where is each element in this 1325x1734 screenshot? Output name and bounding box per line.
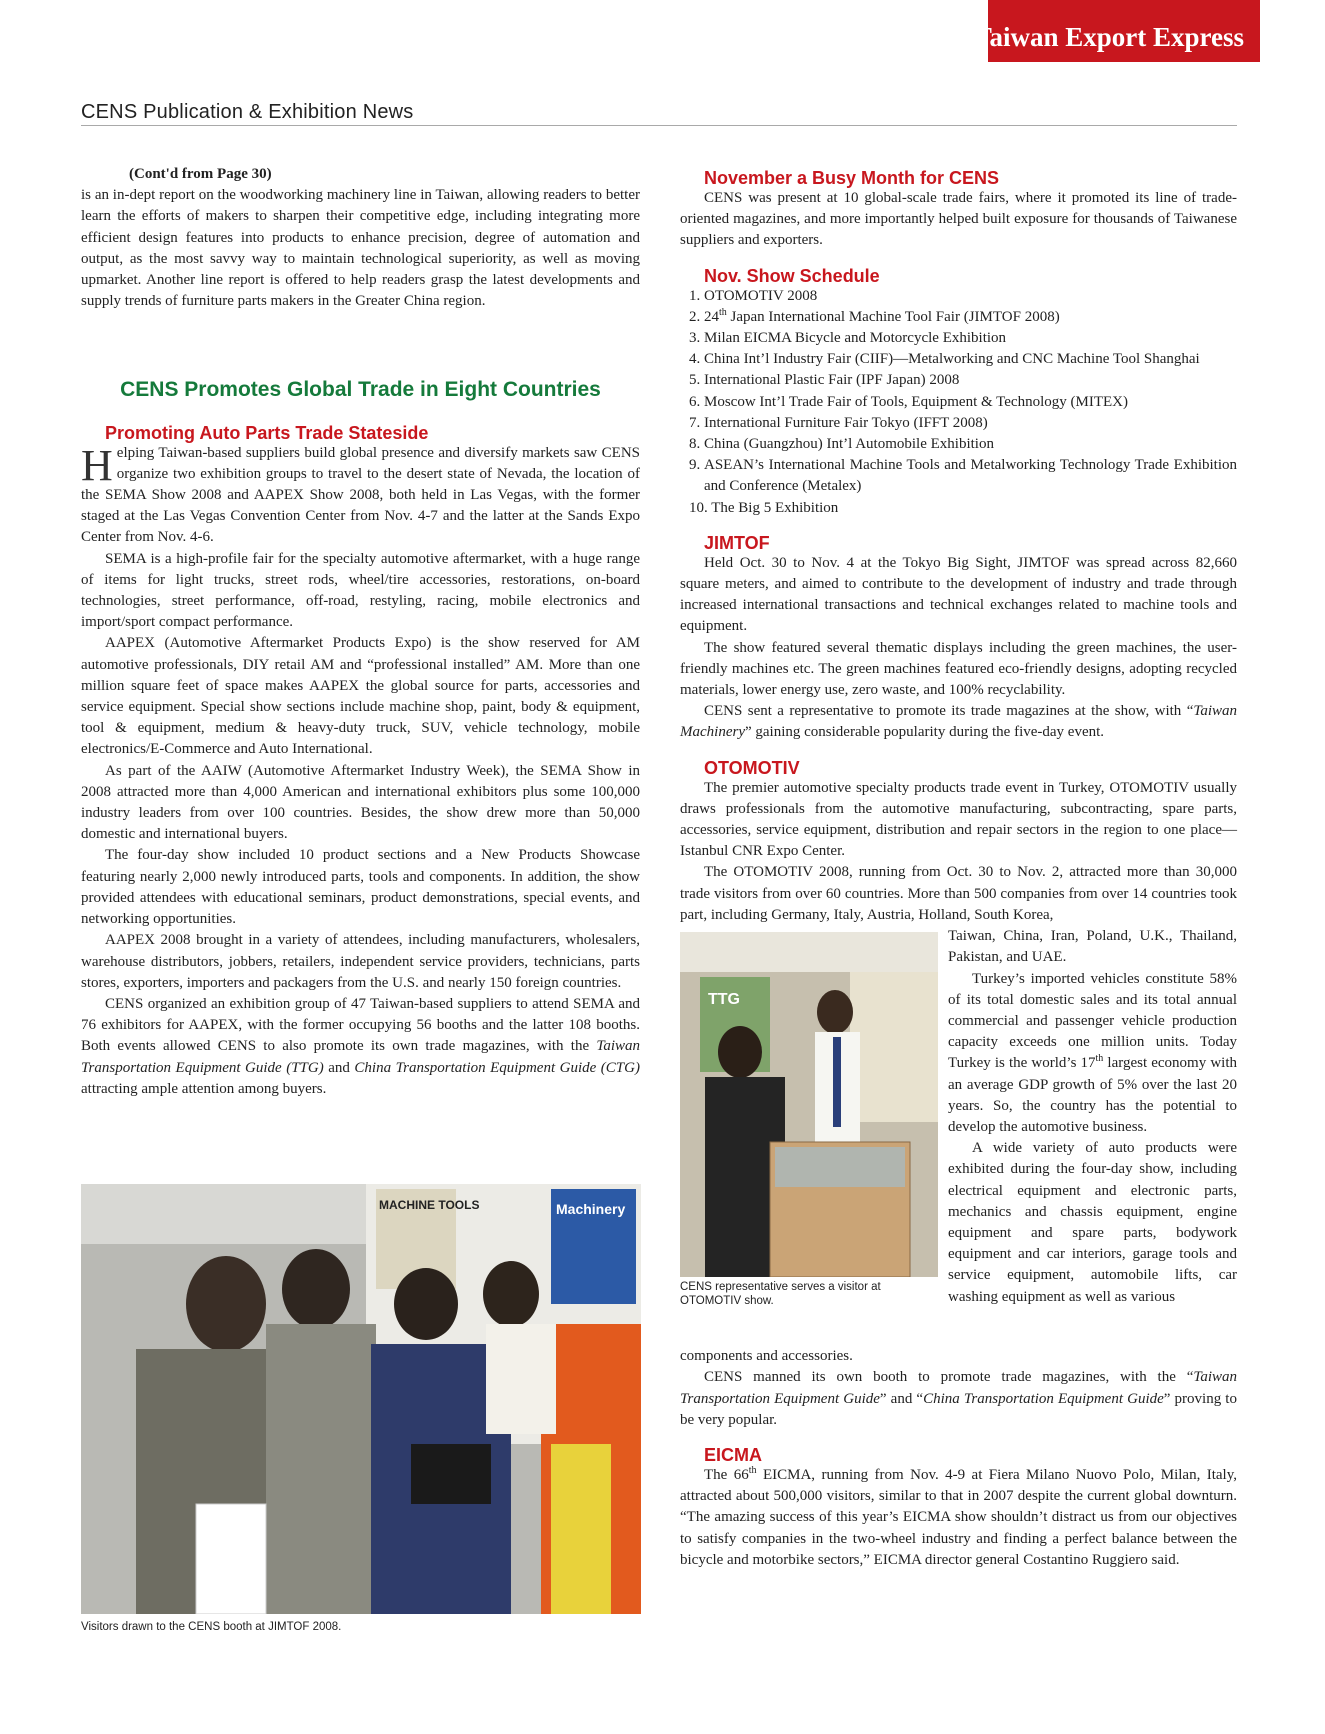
schedule-item: 9. ASEAN’s International Machine Tools and Metalworking Technology Trade Exhibition and Conference (Metalex) (689, 457, 1237, 495)
heading-schedule: Nov. Show Schedule (704, 265, 880, 286)
heading-eicma: EICMA (704, 1444, 762, 1465)
sign-ttg: TTG (708, 991, 740, 1009)
otomotiv-booth-photo (680, 932, 938, 1277)
schedule-item: 7. International Furniture Fair Tokyo (IFFT 2008) (689, 414, 988, 431)
otomotiv-paragraph-4: A wide variety of auto products were exhibited during the four-day show, including electrical equipment and electronic parts, mechanics and chassis equipment, engine equipment and spare parts, bodywork equipment and car interiors, garage tools and service equipment, automobile lifts, car washing equipment as well as various (948, 1140, 1237, 1305)
left-column (81, 164, 640, 1100)
schedule-item: 8. China (Guangzhou) Int’l Automobile Exhibition (689, 436, 994, 453)
otomotiv-paragraph-5: CENS manned its own booth to promote trade magazines, with the “Taiwan Transportation Equipment Guide” and “China Transportation Equipment Guide” proving to be very popular. (680, 1369, 1237, 1428)
header-rule (81, 125, 1237, 126)
paragraph-1: Helping Taiwan-based suppliers build global presence and diversify markets saw CENS organize two exhibition groups to travel to the desert state of Nevada, the location of the SEMA Show 2008 and AAPEX Show 2008, both held in Las Vegas, with the former staged at the Las Vegas Convention Center from Nov. 4-7 and the latter at the Sands Expo Center from Nov. 4-6. (81, 440, 640, 546)
jimtof-photo-illustration (81, 1184, 641, 1614)
eicma-paragraph: The 66th EICMA, running from Nov. 4-9 at Fiera Milano Nuovo Polo, Milan, Italy, attracted about 500,000 visitors, similar to that in 2007 despite the current global downturn. “The amazing success of this year’s EICMA show shouldn’t distract us from our objectives to satisfy companies in the two-wheel industry and finding a perfect balance between the bicycle and motorbike sectors,” EICMA director general Costantino Ruggiero said. (680, 1464, 1237, 1568)
brand-title: Taiwan Export Express (973, 22, 1244, 52)
schedule-item: 2. 24th Japan International Machine Tool Fair (JIMTOF 2008) (689, 306, 1060, 325)
otomotiv-wrap-block (680, 926, 1237, 1346)
intro-paragraph: is an in-dept report on the woodworking machinery line in Taiwan, allowing readers to better learn the efforts of makers to sharpen their competitive edge, including integrating more efficient design features into products to enhance precision, degree of automation and output, as the most savvy way to maintain technological superiority, as well as moving upmarket. Another line report is offered to help readers grasp the latest developments and supply trends of furniture parts makers in the Greater China region. (81, 187, 640, 310)
schedule-item: 3. Milan EICMA Bicycle and Motorcycle Exhibition (689, 330, 1007, 347)
otomotiv-photo-block (680, 926, 938, 1346)
jimtof-photo-caption: Visitors drawn to the CENS booth at JIMTOF 2008. (81, 1621, 342, 1633)
otomotiv-paragraph-2-wrap: Taiwan, China, Iran, Poland, U.K., Thailand, Pakistan, and UAE. (948, 928, 1237, 966)
otomotiv-paragraph-1: The premier automotive specialty products trade event in Turkey, OTOMOTIV usually draws professionals from the automotive manufacturing, subcontracting, spare parts, accessories, service equipment, distribution and repair sectors in the region to one place—Istanbul CNR Expo Center. (680, 779, 1237, 860)
show-schedule-list (680, 286, 1237, 519)
schedule-item: 5. International Plastic Fair (IPF Japan) 2008 (689, 372, 960, 389)
section-title: CENS Publication & Exhibition News (81, 101, 414, 123)
otomotiv-photo-illustration (680, 932, 938, 1277)
paragraph-2: SEMA is a high-profile fair for the specialty automotive aftermarket, with a huge range of items for light trucks, street rods, wheel/tire accessories, restorations, on-board technologies, street performance, off-road, restyling, racing, mobile electronics and import/sport compact performance. (81, 550, 640, 631)
heading-november: November a Busy Month for CENS (704, 168, 1000, 188)
otomotiv-photo-caption: CENS representative serves a visitor at OTOMOTIV show. (680, 1281, 881, 1308)
schedule-item: 4. China Int’l Industry Fair (CIIF)—Metalworking and CNC Machine Tool Shanghai (689, 351, 1200, 368)
paragraph-4: As part of the AAIW (Automotive Aftermarket Industry Week), the SEMA Show in 2008 attracted more than 4,000 American and international exhibitors plus some 100,000 industry leaders from over 100 countries. Besides, the show drew more than 50,000 domestic and international buyers. (81, 762, 640, 843)
jimtof-booth-photo (81, 1184, 641, 1614)
continued-note: (Cont'd from Page 30) (129, 166, 272, 182)
otomotiv-paragraph-3: Turkey’s imported vehicles constitute 58% of its total domestic sales and its total annual commercial and passenger vehicle production capacity exceeds one million units. Today Turkey is the world’s 17th largest economy with an average GDP growth of 5% over the last 20 years. So, the country has the potential to develop the automotive business. (948, 970, 1237, 1135)
heading-otomotiv: OTOMOTIV (704, 757, 800, 778)
drop-cap: H (81, 440, 113, 490)
paragraph-5: The four-day show included 10 product sections and a New Products Showcase featuring nearly 2,000 newly introduced parts, tools and components. In addition, the show provided attendees with educational seminars, product demonstrations, special events, and networking opportunities. (81, 847, 640, 928)
brand-banner (973, 0, 1260, 62)
november-paragraph: CENS was present at 10 global-scale trade fairs, where it promoted its line of trade-oriented magazines, and more importantly helped built exposure for thousands of Taiwanese suppliers and exporters. (680, 190, 1237, 249)
schedule-item: 10. The Big 5 Exhibition (689, 499, 839, 516)
sign-machine-tools: MACHINE TOOLS (379, 1198, 480, 1212)
schedule-item: 1. OTOMOTIV 2008 (689, 287, 818, 304)
jimtof-paragraph-2: The show featured several thematic displays including the green machines, the user-friendly machines etc. The green machines featured eco-friendly designs, adopting recycled materials, lower energy use, zero waste, and 100% recyclability. (680, 639, 1237, 699)
main-heading: CENS Promotes Global Trade in Eight Countries (120, 378, 601, 402)
paragraph-3: AAPEX (Automotive Aftermarket Products Expo) is the show reserved for AM automotive professionals, DIY retail AM and “professional installed” AM. More than one million square feet of space makes AAPEX the global source for parts, accessories and service equipment. Special show sections include machine shop, paint, body & equipment, tool & equipment, medium & heavy-duty truck, SUV, vehicle technology, mobile electronics/E-Commerce and Auto International. (81, 635, 640, 758)
heading-jimtof: JIMTOF (704, 532, 770, 553)
jimtof-paragraph-1: Held Oct. 30 to Nov. 4 at the Tokyo Big Sight, JIMTOF was spread across 82,660 square meters, and aimed to contribute to the development of industry and trade through increased international transactions and technical exchanges related to machine tools and equipment. (680, 554, 1237, 635)
sign-machinery: Machinery (556, 1201, 626, 1217)
right-column (680, 168, 1237, 1571)
otomotiv-paragraph-4-end: components and accessories. (680, 1348, 853, 1365)
schedule-item: 6. Moscow Int’l Trade Fair of Tools, Equipment & Technology (MITEX) (689, 393, 1128, 410)
otomotiv-paragraph-2: The OTOMOTIV 2008, running from Oct. 30 to Nov. 2, attracted more than 30,000 trade visitors from over 60 countries. More than 500 companies from over 14 countries took part, including Germany, Italy, Austria, Holland, South Korea, (680, 864, 1237, 923)
paragraph-7: CENS organized an exhibition group of 47 Taiwan-based suppliers to attend SEMA and 76 exhibitors for AAPEX, with the former occupying 56 booths and the latter 108 booths. Both events allowed CENS to also promote its own trade magazines, with the Taiwan Transportation Equipment Guide (TTG) and China Transportation Equipment Guide (CTG) attracting ample attention among buyers. (81, 995, 640, 1097)
jimtof-paragraph-3: CENS sent a representative to promote its trade magazines at the show, with “Taiwan Machinery” gaining considerable popularity during the five-day event. (680, 703, 1237, 741)
paragraph-6: AAPEX 2008 brought in a variety of attendees, including manufacturers, wholesalers, warehouse distributors, jobbers, retailers, independent service providers, technicians, parts stores, exporters, importers and packagers from the U.S. and nearly 150 foreign countries. (81, 932, 640, 991)
subhead-auto-parts: Promoting Auto Parts Trade Stateside (105, 422, 429, 443)
